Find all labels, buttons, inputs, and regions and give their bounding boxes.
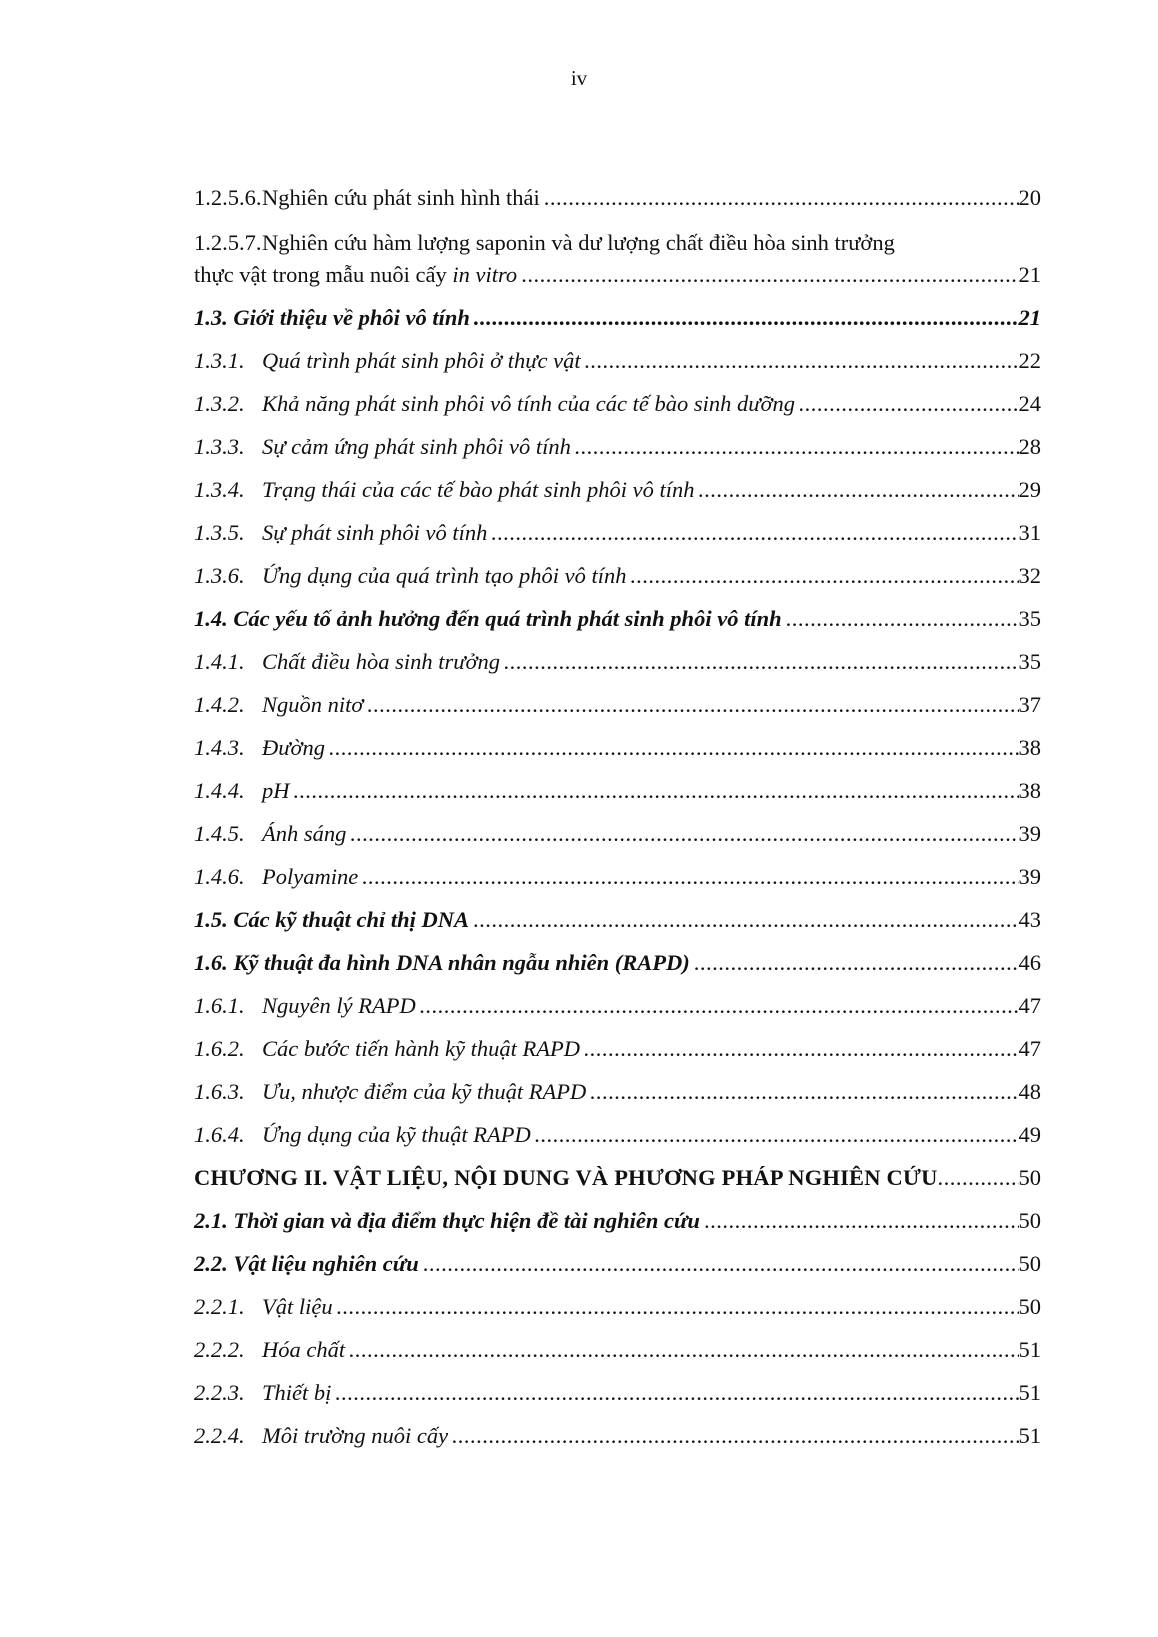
toc-entry-number: 1.3.4. xyxy=(194,477,245,502)
toc-entry[interactable] xyxy=(194,346,1041,389)
toc-entry-title: Ưu, nhược điểm của kỹ thuật RAPD xyxy=(262,1079,587,1104)
toc-entry-title: 1.5. Các kỹ thuật chỉ thị DNA xyxy=(194,907,470,932)
toc-entry-page: 35 xyxy=(1018,649,1041,674)
toc-entry-page: 50 xyxy=(1018,1251,1041,1276)
toc-entry-title: pH xyxy=(262,778,290,803)
dot-leader xyxy=(325,733,1018,763)
toc-entry[interactable] xyxy=(194,991,1041,1034)
dot-leader xyxy=(700,1206,1019,1236)
toc-entry-title: Sự phát sinh phôi vô tính xyxy=(262,520,488,545)
dot-leader xyxy=(290,776,1019,806)
toc-entry-title: Nghiên cứu phát sinh hình thái xyxy=(262,185,540,210)
toc-entry-page: 31 xyxy=(1018,520,1041,545)
toc-entry[interactable] xyxy=(194,690,1041,733)
toc-entry-title-italic: in vitro xyxy=(452,262,518,287)
toc-entry-number: 1.4.4. xyxy=(194,778,245,803)
toc-entry-title-text: thực vật trong mẫu nuôi cấy xyxy=(194,262,453,287)
toc-entry[interactable] xyxy=(194,561,1041,604)
toc-entry-title: Các bước tiến hành kỹ thuật RAPD xyxy=(262,1036,580,1061)
dot-leader xyxy=(345,1335,1018,1365)
table-of-contents xyxy=(194,183,1041,1464)
toc-entry-page: 50 xyxy=(1018,1294,1041,1319)
toc-entry-number: 2.2.4. xyxy=(194,1423,245,1448)
toc-chapter-entry[interactable] xyxy=(194,1163,1041,1206)
toc-entry[interactable] xyxy=(194,1120,1041,1163)
toc-entry-title: Vật liệu xyxy=(262,1294,333,1319)
toc-entry-page: 39 xyxy=(1018,821,1041,846)
dot-leader xyxy=(626,561,1018,591)
toc-entry[interactable] xyxy=(194,432,1041,475)
toc-entry-number: 1.4.3. xyxy=(194,735,245,760)
toc-entry-number: 1.2.5.7. xyxy=(194,230,262,255)
dot-leader xyxy=(470,303,1019,333)
toc-entry-page: 28 xyxy=(1018,434,1041,459)
dot-leader xyxy=(694,475,1018,505)
toc-entry-title: Hóa chất xyxy=(262,1337,346,1362)
toc-section-entry[interactable] xyxy=(194,948,1041,991)
toc-entry-title: Quá trình phát sinh phôi ở thực vật xyxy=(262,348,581,373)
toc-entry-title: Ánh sáng xyxy=(262,821,347,846)
toc-entry[interactable] xyxy=(194,518,1041,561)
toc-entry-title: 2.2. Vật liệu nghiên cứu xyxy=(194,1251,419,1276)
toc-entry-title: Sự cảm ứng phát sinh phôi vô tính xyxy=(262,434,571,459)
toc-entry-page: 35 xyxy=(1018,606,1041,631)
dot-leader xyxy=(469,905,1018,935)
dot-leader xyxy=(331,1378,1018,1408)
dot-leader xyxy=(500,647,1018,677)
toc-entry-page: 43 xyxy=(1018,907,1041,932)
toc-entry[interactable] xyxy=(194,1335,1041,1378)
page-number: iv xyxy=(570,66,588,90)
toc-entry[interactable] xyxy=(194,862,1041,905)
toc-entry-page: 20 xyxy=(1018,185,1041,210)
toc-entry-page: 49 xyxy=(1018,1122,1041,1147)
toc-entry[interactable] xyxy=(194,183,1041,226)
toc-entry-number: 2.2.1. xyxy=(194,1294,245,1319)
toc-entry-title: Polyamine xyxy=(262,864,359,889)
toc-section-entry[interactable] xyxy=(194,905,1041,948)
toc-entry[interactable] xyxy=(194,1034,1041,1077)
toc-entry-page: 51 xyxy=(1018,1423,1041,1448)
toc-entry-title: Trạng thái của các tế bào phát sinh phôi vô tính xyxy=(262,477,695,502)
toc-entry-number: 1.4.5. xyxy=(194,821,245,846)
dot-leader xyxy=(416,991,1019,1021)
toc-entry-page: 51 xyxy=(1018,1337,1041,1362)
toc-entry-page: 29 xyxy=(1018,477,1041,502)
toc-entry-page: 47 xyxy=(1018,1036,1041,1061)
toc-entry-page: 48 xyxy=(1018,1079,1041,1104)
toc-entry-number: 1.2.5.6. xyxy=(194,185,262,210)
toc-entry[interactable] xyxy=(194,733,1041,776)
toc-entry-page: 47 xyxy=(1018,993,1041,1018)
toc-entry-number: 2.2.3. xyxy=(194,1380,245,1405)
toc-entry-title: 2.1. Thời gian và địa điểm thực hiện đề tài nghiên cứu xyxy=(194,1208,700,1233)
toc-entry-title: Đường xyxy=(262,735,326,760)
toc-entry-title: 1.3. Giới thiệu về phôi vô tính xyxy=(194,305,470,330)
toc-entry-number: 1.6.2. xyxy=(194,1036,245,1061)
dot-leader xyxy=(346,819,1018,849)
toc-section-entry[interactable] xyxy=(194,1249,1041,1292)
toc-entry-number: 1.3.3. xyxy=(194,434,245,459)
dot-leader xyxy=(690,948,1019,978)
toc-entry-page: 39 xyxy=(1018,864,1041,889)
dot-leader xyxy=(540,183,1019,213)
toc-entry-number: 2.2.2. xyxy=(194,1337,245,1362)
toc-entry[interactable] xyxy=(194,389,1041,432)
toc-entry[interactable] xyxy=(194,226,1041,290)
toc-entry-page: 21 xyxy=(1018,262,1041,287)
toc-entry-title: Ứng dụng của kỹ thuật RAPD xyxy=(262,1122,531,1147)
toc-entry-page: 21 xyxy=(1018,305,1041,330)
toc-entry-page: 51 xyxy=(1018,1380,1041,1405)
toc-entry-title: 1.6. Kỹ thuật đa hình DNA nhân ngẫu nhiên (RAPD) xyxy=(194,950,690,975)
toc-entry-number: 1.6.3. xyxy=(194,1079,245,1104)
toc-entry-title: 1.4. Các yếu tố ảnh hưởng đến quá trình phát sinh phôi vô tính xyxy=(194,606,782,631)
toc-section-entry[interactable] xyxy=(194,1206,1041,1249)
toc-entry-page: 24 xyxy=(1018,391,1041,416)
toc-entry-number: 1.4.1. xyxy=(194,649,245,674)
toc-entry[interactable] xyxy=(194,1292,1041,1335)
dot-leader xyxy=(487,518,1018,548)
dot-leader xyxy=(586,1077,1018,1107)
toc-entry-number: 1.4.2. xyxy=(194,692,245,717)
dot-leader xyxy=(363,690,1018,720)
toc-entry[interactable] xyxy=(194,475,1041,518)
dot-leader xyxy=(581,346,1019,376)
toc-entry[interactable] xyxy=(194,1077,1041,1120)
toc-entry-page: 46 xyxy=(1018,950,1041,975)
toc-entry-number: 1.6.4. xyxy=(194,1122,245,1147)
toc-entry-page: 32 xyxy=(1018,563,1041,588)
toc-entry-number: 1.4.6. xyxy=(194,864,245,889)
toc-entry[interactable] xyxy=(194,1378,1041,1421)
toc-entry-number: 1.3.1. xyxy=(194,348,245,373)
toc-section-entry[interactable] xyxy=(194,604,1041,647)
toc-entry[interactable] xyxy=(194,1421,1041,1464)
toc-entry-page: 50 xyxy=(1018,1165,1041,1190)
toc-section-entry[interactable] xyxy=(194,303,1041,346)
dot-leader xyxy=(333,1292,1019,1322)
toc-entry-title-continued xyxy=(194,260,517,290)
toc-entry-number: 1.3.5. xyxy=(194,520,245,545)
toc-entry[interactable] xyxy=(194,776,1041,819)
toc-entry-title: Nghiên cứu hàm lượng saponin và dư lượng chất điều hòa sinh trưởng xyxy=(262,230,895,255)
toc-entry-title: Nguyên lý RAPD xyxy=(262,993,416,1018)
toc-entry-page: 50 xyxy=(1018,1208,1041,1233)
toc-entry[interactable] xyxy=(194,819,1041,862)
dot-leader xyxy=(795,389,1019,419)
dot-leader xyxy=(938,1163,1019,1193)
toc-entry-page: 38 xyxy=(1018,778,1041,803)
toc-entry-page: 38 xyxy=(1018,735,1041,760)
toc-entry-number: 1.6.1. xyxy=(194,993,245,1018)
dot-leader xyxy=(419,1249,1019,1279)
toc-entry-number: 1.3.6. xyxy=(194,563,245,588)
dot-leader xyxy=(531,1120,1019,1150)
dot-leader xyxy=(580,1034,1019,1064)
dot-leader xyxy=(448,1421,1018,1451)
toc-entry[interactable] xyxy=(194,647,1041,690)
toc-entry-title: Khả năng phát sinh phôi vô tính của các tế bào sinh dưỡng xyxy=(262,391,795,416)
toc-entry-title: Ứng dụng của quá trình tạo phôi vô tính xyxy=(262,563,627,588)
toc-entry-title: Nguồn nitơ xyxy=(262,692,364,717)
toc-entry-title: Chất điều hòa sinh trưởng xyxy=(262,649,501,674)
dot-leader xyxy=(358,862,1018,892)
toc-entry-title: Môi trường nuôi cấy xyxy=(262,1423,449,1448)
dot-leader xyxy=(571,432,1019,462)
toc-entry-title: Thiết bị xyxy=(262,1380,332,1405)
toc-entry-number: 1.3.2. xyxy=(194,391,245,416)
toc-chapter-title: CHƯƠNG II. VẬT LIỆU, NỘI DUNG VÀ PHƯƠNG PHÁP NGHIÊN CỨU xyxy=(194,1165,938,1190)
dot-leader xyxy=(782,604,1019,634)
dot-leader xyxy=(517,260,1018,290)
toc-entry-page: 37 xyxy=(1018,692,1041,717)
toc-entry-page: 22 xyxy=(1018,348,1041,373)
